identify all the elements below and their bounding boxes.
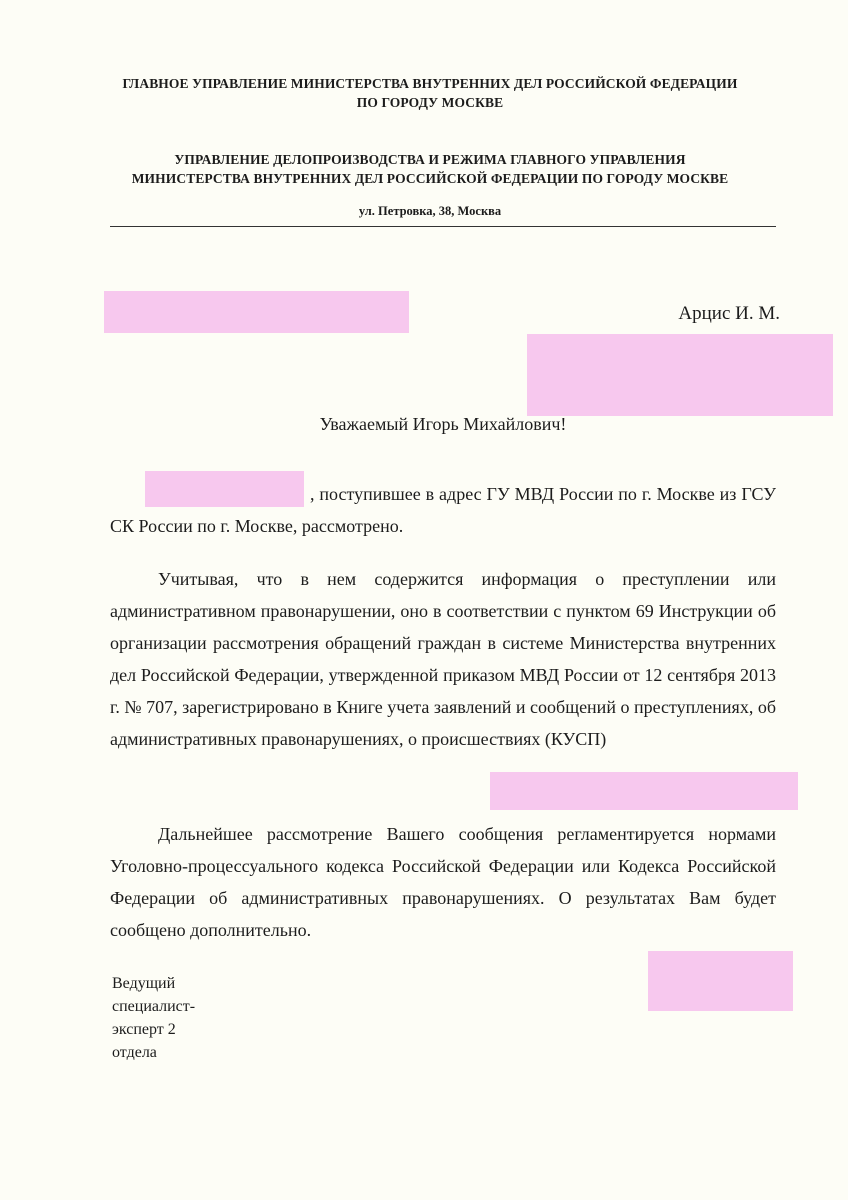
- ministry-header-line1: ГЛАВНОЕ УПРАВЛЕНИЕ МИНИСТЕРСТВА ВНУТРЕННИХ ДЕЛ РОССИЙСКОЙ ФЕДЕРАЦИИ: [122, 76, 738, 91]
- redaction-kusp-number: [490, 772, 798, 810]
- office-address: ул. Петровка, 38, Москва: [358, 204, 502, 218]
- body-paragraph-1: , поступившее в адрес ГУ МВД России по г. Москве из ГСУ СК России по г. Москве, рассмотрено.: [110, 484, 776, 536]
- redaction-recipient-address: [527, 334, 833, 416]
- signer-title-line1: Ведущий: [112, 975, 176, 992]
- signer-title-line3: эксперт 2: [112, 1021, 176, 1038]
- department-header-line2: МИНИСТЕРСТВА ВНУТРЕННИХ ДЕЛ РОССИЙСКОЙ ФЕДЕРАЦИИ ПО ГОРОДУ МОСКВЕ: [131, 171, 729, 186]
- department-header: [80, 150, 780, 188]
- body-paragraph-3: Дальнейшее рассмотрение Вашего сообщения регламентируется нормами Уголовно-процессуального кодекса Российской Федерации или Кодекса Российской Федерации об административных правонарушениях. О результатах Вам будет сообщено дополнительно.: [110, 824, 776, 940]
- recipient-name: Арцис И. М.: [678, 303, 780, 324]
- ministry-header: [80, 74, 780, 112]
- salutation: Уважаемый Игорь Михайлович!: [319, 414, 567, 434]
- signer-title: [112, 972, 232, 1064]
- signer-title-line4: отдела: [112, 1044, 157, 1061]
- redaction-outgoing-number: [104, 291, 409, 333]
- ministry-header-line2: ПО ГОРОДУ МОСКВЕ: [356, 95, 504, 110]
- department-header-line1: УПРАВЛЕНИЕ ДЕЛОПРОИЗВОДСТВА И РЕЖИМА ГЛАВНОГО УПРАВЛЕНИЯ: [174, 152, 686, 167]
- body-paragraph-2: Учитывая, что в нем содержится информация о преступлении или административном правонарушении, оно в соответствии с пунктом 69 Инструкции об организации рассмотрения обращений граждан в системе Министерства внутренних дел Российской Федерации, утвержденной приказом МВД России от 12 сентября 2013 г. № 707, зарегистрировано в Книге учета заявлений и сообщений о преступлениях, об административных правонарушениях, о происшествиях (КУСП): [110, 569, 776, 749]
- header-divider: [110, 226, 776, 227]
- redaction-signature: [648, 951, 793, 1011]
- signer-title-line2: специалист-: [112, 998, 196, 1015]
